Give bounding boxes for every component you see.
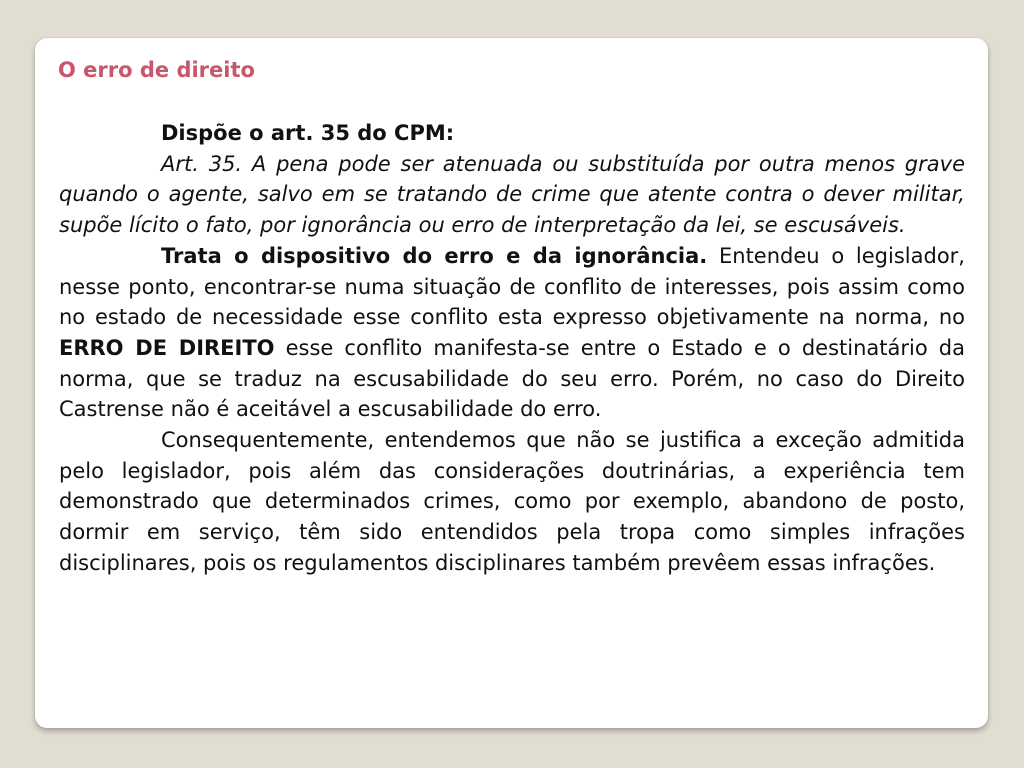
- analysis-emphasis: ERRO DE DIREITO: [59, 335, 275, 360]
- analysis-text-1: Entendeu o legislador, nesse ponto, encontrar-se numa situação de conflito de interesses, pois assim como no estado de necessidade esse conflito esta expresso objetivamente na norma, no: [59, 243, 965, 330]
- article-text: Art. 35. A pena pode ser atenuada ou substituída por outra menos grave quando o agente, salvo em se tratando de crime que atente contra o dever militar, supõe lícito o fato, por ignorância ou erro de interpretação da lei, se escusáveis.: [59, 151, 965, 238]
- article-paragraph: [59, 149, 965, 241]
- analysis-paragraph: [59, 241, 965, 425]
- slide-body: [59, 118, 965, 579]
- analysis-lead: Trata o dispositivo do erro e da ignorância.: [161, 243, 708, 268]
- intro-text: Dispõe o art. 35 do CPM:: [161, 121, 455, 145]
- intro-paragraph: [59, 118, 965, 149]
- conclusion-text: Consequentemente, entendemos que não se justifica a exceção admitida pelo legislador, pois além das considerações doutrinárias, a experiência tem demonstrado que determinados crimes, como por exemplo, abandono de posto, dormir em serviço, têm sido entendidos pela tropa como simples infrações disciplinares, pois os regulamentos disciplinares também prevêem essas infrações.: [59, 428, 965, 575]
- conclusion-paragraph: [59, 425, 965, 579]
- analysis-text-2: esse conflito manifesta-se entre o Estado e o destinatário da norma, que se traduz na escusabilidade do seu erro. Porém, no caso do Direito Castrense não é aceitável a escusabilidade do erro.: [59, 335, 965, 422]
- slide-title: O erro de direito: [58, 58, 255, 82]
